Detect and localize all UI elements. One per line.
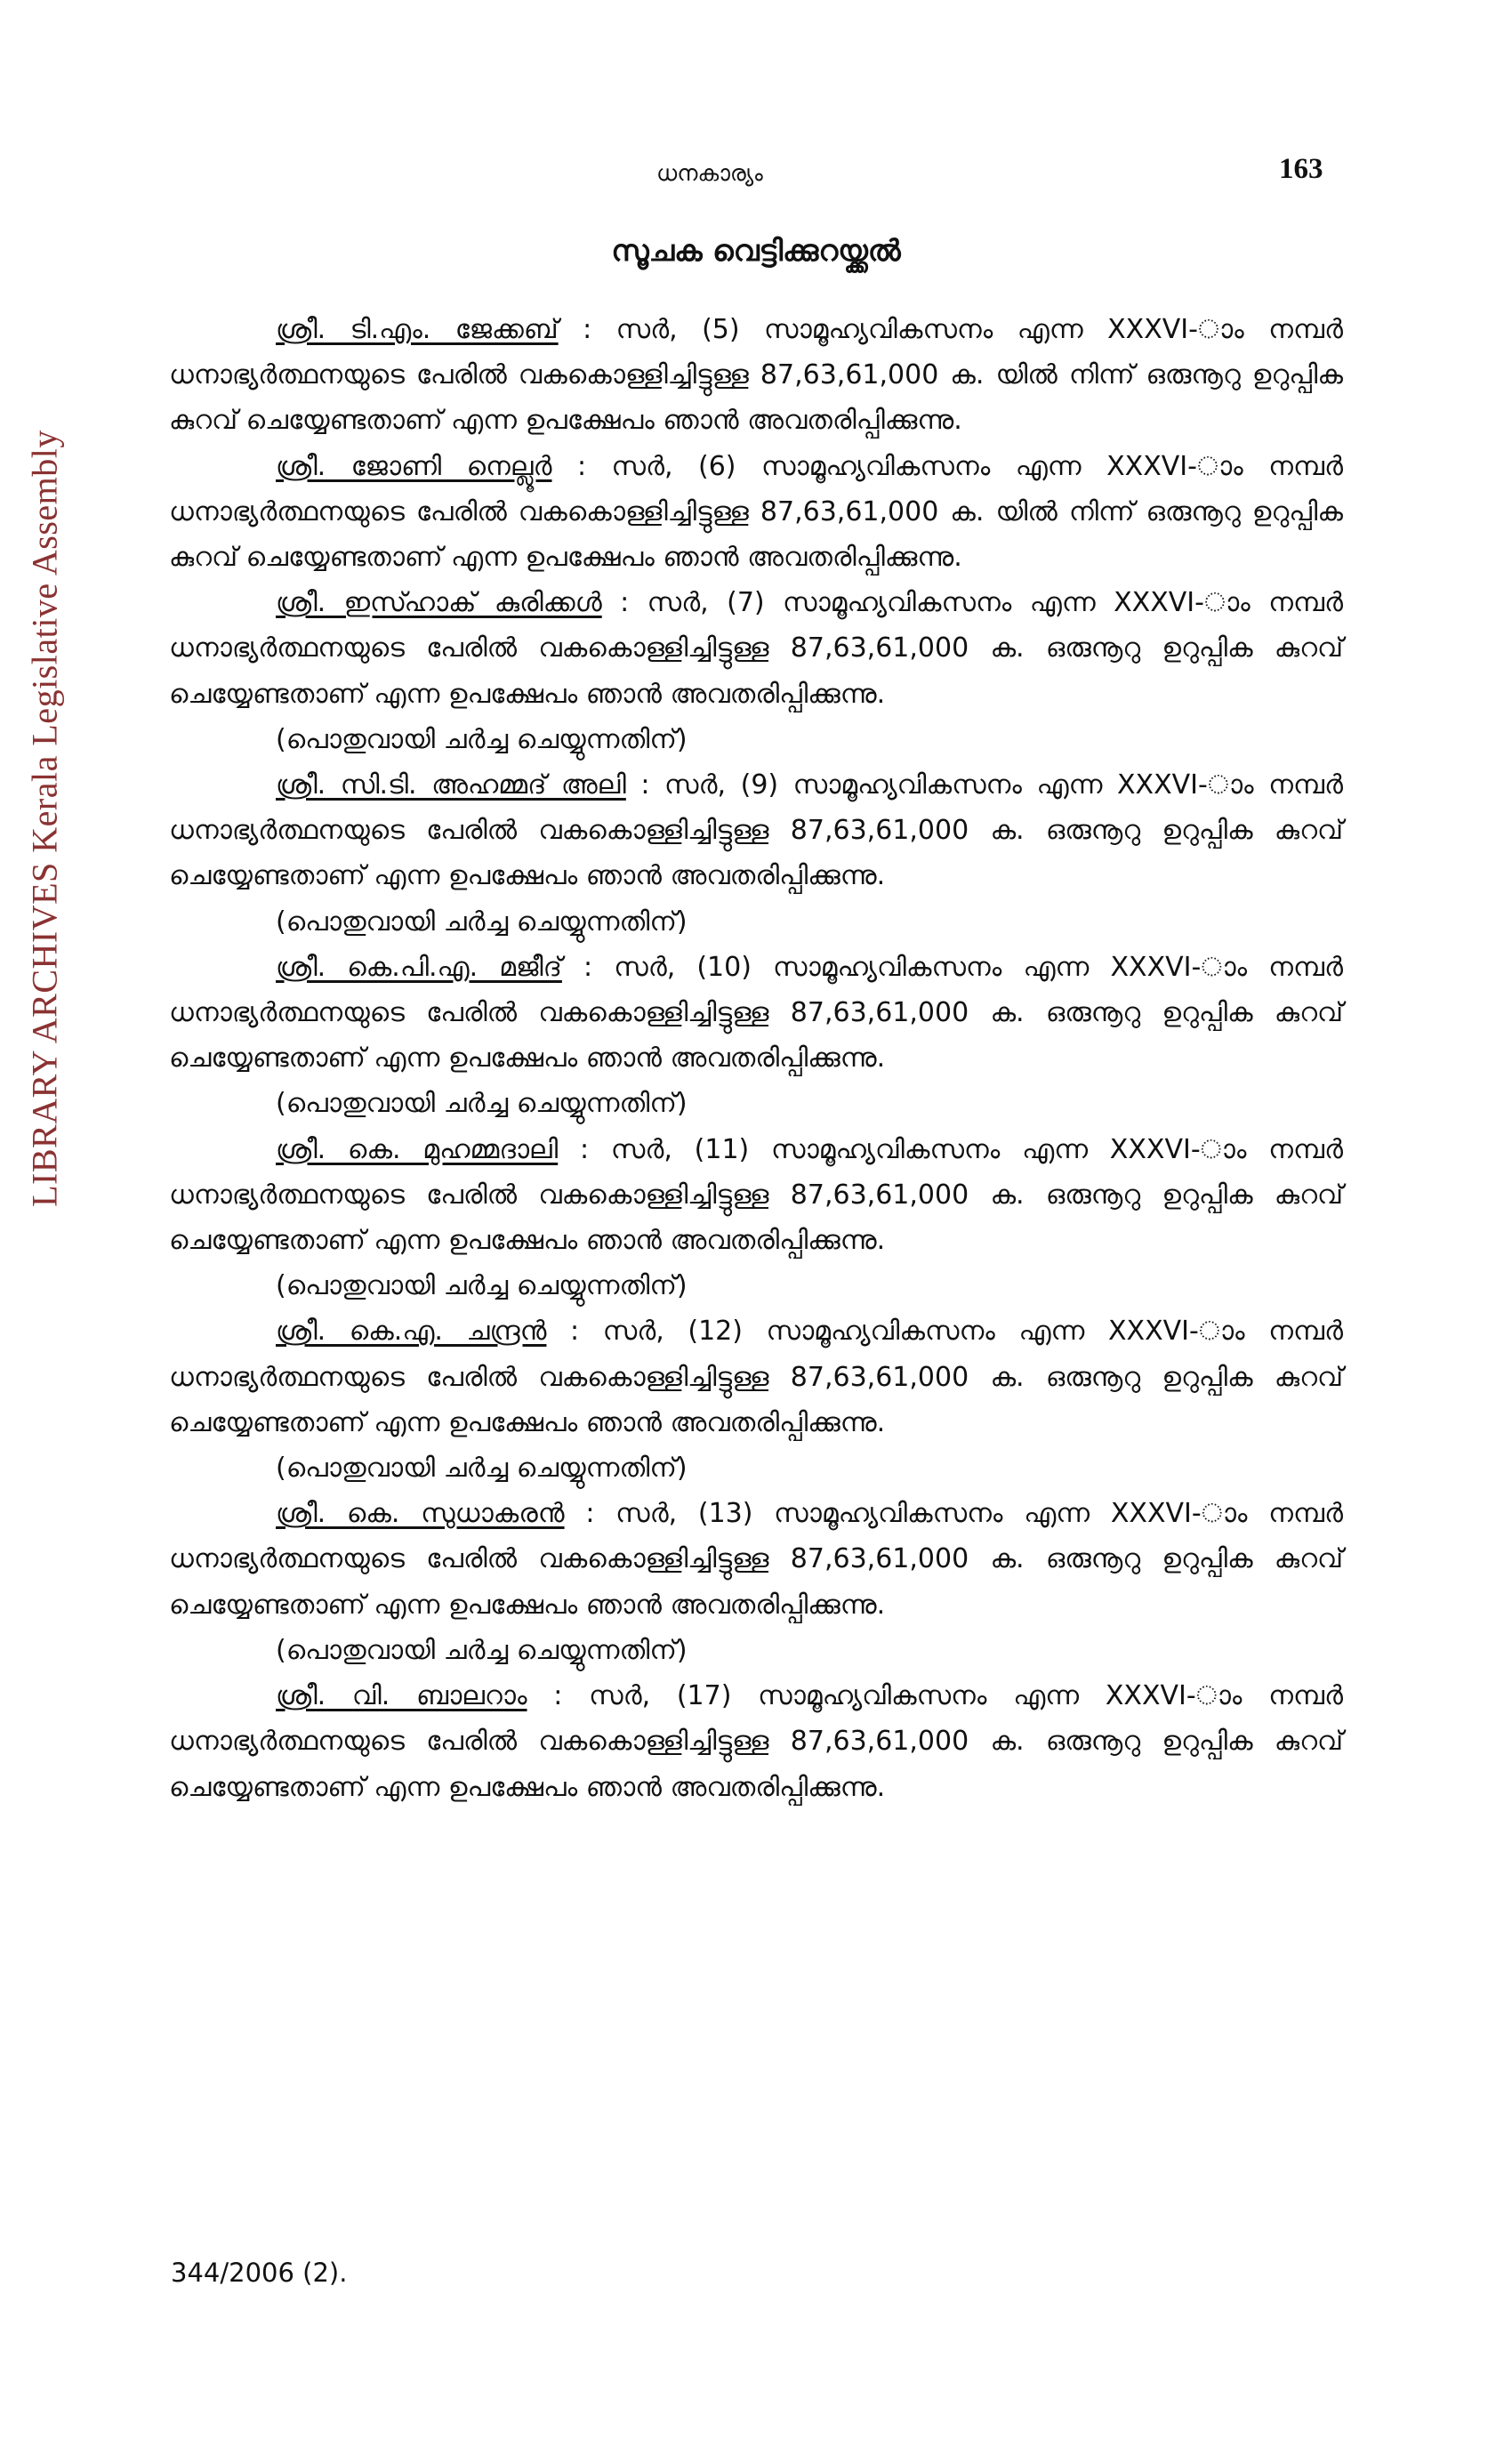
member-name: ശ്രീ. വി. ബാലറാം: [276, 1680, 527, 1712]
member-name: ശ്രീ. ടി.എം. ജേക്കബ്: [276, 314, 559, 345]
motion-text: : സർ, (13) സാമൂഹ്യവികസനം എന്ന XXXVI-ാം നമ്പർ ധനാഭ്യർത്ഥനയുടെ പേരിൽ വകകൊള്ളിച്ചിട്ടുള്ള 87,63,61,000 ക. ഒരുനൂറു ഉറുപ്പിക കുറവ് ചെയ്യേണ്ടതാണ് എന്ന ഉപക്ഷേപം ഞാൻ അവതരിപ്പിക്കുന്നു.: [169, 1498, 1343, 1621]
discussion-note: (പൊതുവായി ചർച്ച ചെയ്യുന്നതിന്): [276, 906, 688, 938]
motion-text: : സർ, (12) സാമൂഹ്യവികസനം എന്ന XXXVI-ാം നമ്പർ ധനാഭ്യർത്ഥനയുടെ പേരിൽ വകകൊള്ളിച്ചിട്ടുള്ള 87,63,61,000 ക. ഒരുനൂറു ഉറുപ്പിക കുറവ് ചെയ്യേണ്ടതാണ് എന്ന ഉപക്ഷേപം ഞാൻ അവതരിപ്പിക്കുന്നു.: [169, 1316, 1344, 1438]
member-name: ശ്രീ. കെ. മുഹമ്മദാലി: [276, 1133, 559, 1165]
page-header: [0, 153, 1512, 197]
motion-paragraph: [169, 307, 1343, 444]
motion-paragraph: [169, 1491, 1343, 1628]
member-name: ശ്രീ. കെ.പി.എ. മജീദ്: [276, 951, 562, 983]
motion-text: : സർ, (5) സാമൂഹ്യവികസനം എന്ന XXXVI-ാം നമ്പർ ധനാഭ്യർത്ഥനയുടെ പേരിൽ വകകൊള്ളിച്ചിട്ടുള്ള 87,63,61,000 ക. യിൽ നിന്ന് ഒരുനൂറു ഉറുപ്പിക കുറവ് ചെയ്യേണ്ടതാണ് എന്ന ഉപക്ഷേപം ഞാൻ അവതരിപ്പിക്കുന്നു.: [169, 314, 1343, 437]
file-reference: 344/2006 (2).: [171, 2258, 348, 2288]
running-head: ധനകാര്യം: [656, 160, 763, 186]
motion-text: : സർ, (11) സാമൂഹ്യവികസനം എന്ന XXXVI-ാം നമ്പർ ധനാഭ്യർത്ഥനയുടെ പേരിൽ വകകൊള്ളിച്ചിട്ടുള്ള 87,63,61,000 ക. ഒരുനൂറു ഉറുപ്പിക കുറവ് ചെയ്യേണ്ടതാണ് എന്ന ഉപക്ഷേപം ഞാൻ അവതരിപ്പിക്കുന്നു.: [169, 1133, 1343, 1257]
discussion-note: (പൊതുവായി ചർച്ച ചെയ്യുന്നതിന്): [276, 1270, 688, 1302]
motion-text: : സർ, (9) സാമൂഹ്യവികസനം എന്ന XXXVI-ാം നമ്പർ ധനാഭ്യർത്ഥനയുടെ പേരിൽ വകകൊള്ളിച്ചിട്ടുള്ള 87,63,61,000 ക. ഒരുനൂറു ഉറുപ്പിക കുറവ് ചെയ്യേണ്ടതാണ് എന്ന ഉപക്ഷേപം ഞാൻ അവതരിപ്പിക്കുന്നു.: [169, 769, 1343, 892]
discussion-note: (പൊതുവായി ചർച്ച ചെയ്യുന്നതിന്): [276, 1634, 688, 1666]
motion-paragraph: [169, 762, 1343, 899]
motion-paragraph: [169, 945, 1343, 1082]
motion-paragraph: [169, 1673, 1343, 1810]
page-number: 163: [1279, 153, 1323, 185]
section-title: സൂചക വെട്ടിക്കുറയ്ക്കൽ: [611, 233, 901, 268]
member-name: ശ്രീ. കെ. സുധാകരൻ: [276, 1498, 565, 1530]
motion-text: : സർ, (17) സാമൂഹ്യവികസനം എന്ന XXXVI-ാം നമ്പർ ധനാഭ്യർത്ഥനയുടെ പേരിൽ വകകൊള്ളിച്ചിട്ടുള്ള 87,63,61,000 ക. ഒരുനൂറു ഉറുപ്പിക കുറവ് ചെയ്യേണ്ടതാണ് എന്ന ഉപക്ഷേപം ഞാൻ അവതരിപ്പിക്കുന്നു.: [169, 1680, 1343, 1803]
motion-text: : സർ, (10) സാമൂഹ്യവികസനം എന്ന XXXVI-ാം നമ്പർ ധനാഭ്യർത്ഥനയുടെ പേരിൽ വകകൊള്ളിച്ചിട്ടുള്ള 87,63,61,000 ക. ഒരുനൂറു ഉറുപ്പിക കുറവ് ചെയ്യേണ്ടതാണ് എന്ന ഉപക്ഷേപം ഞാൻ അവതരിപ്പിക്കുന്നു.: [169, 951, 1344, 1075]
discussion-note: (പൊതുവായി ചർച്ച ചെയ്യുന്നതിന്): [276, 723, 688, 755]
motion-paragraph: [169, 580, 1343, 717]
member-name: ശ്രീ. ഇസ്ഹാക് കുരിക്കൾ: [276, 587, 602, 619]
archive-side-stamp: LIBRARY ARCHIVES Kerala Legislative Assembly: [24, 430, 65, 1207]
motions-body: [169, 307, 1343, 1810]
member-name: ശ്രീ. കെ.എ. ചന്ദ്രൻ: [276, 1316, 547, 1348]
discussion-note: (പൊതുവായി ചർച്ച ചെയ്യുന്നതിന്): [276, 1453, 688, 1485]
motion-text: : സർ, (6) സാമൂഹ്യവികസനം എന്ന XXXVI-ാം നമ്പർ ധനാഭ്യർത്ഥനയുടെ പേരിൽ വകകൊള്ളിച്ചിട്ടുള്ള 87,63,61,000 ക. യിൽ നിന്ന് ഒരുനൂറു ഉറുപ്പിക കുറവ് ചെയ്യേണ്ടതാണ് എന്ന ഉപക്ഷേപം ഞാൻ അവതരിപ്പിക്കുന്നു.: [169, 450, 1343, 574]
motion-paragraph: [169, 1127, 1343, 1264]
discussion-note: (പൊതുവായി ചർച്ച ചെയ്യുന്നതിന്): [276, 1088, 688, 1120]
member-name: ശ്രീ. ജോണി നെല്ലൂർ: [276, 450, 552, 482]
motion-text: : സർ, (7) സാമൂഹ്യവികസനം എന്ന XXXVI-ാം നമ്പർ ധനാഭ്യർത്ഥനയുടെ പേരിൽ വകകൊള്ളിച്ചിട്ടുള്ള 87,63,61,000 ക. ഒരുനൂറു ഉറുപ്പിക കുറവ് ചെയ്യേണ്ടതാണ് എന്ന ഉപക്ഷേപം ഞാൻ അവതരിപ്പിക്കുന്നു.: [169, 587, 1343, 710]
motion-paragraph: [169, 1308, 1343, 1445]
member-name: ശ്രീ. സി.ടി. അഹമ്മദ് അലി: [276, 769, 626, 801]
motion-paragraph: [169, 444, 1343, 581]
